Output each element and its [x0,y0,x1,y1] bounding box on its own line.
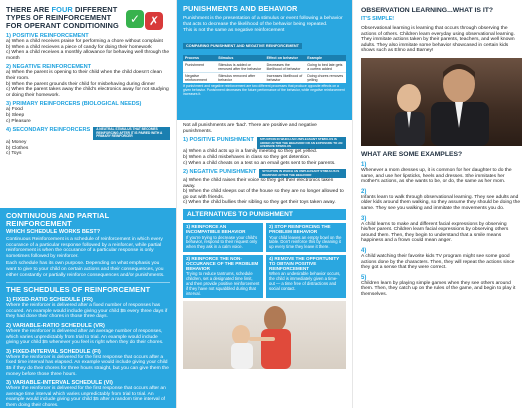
alternative-text: Your child leaves an empty bowl on the table. Don't reinforce this by cleaning it up every time they leave it there. [269,234,342,250]
text-variable-ratio: Where the reinforcer is delivered after an average number of responses, which varies unpredictably from trial to trial. An example would include giving your child $5 whenever you feel is right when they do their chores. [6,328,164,346]
example-number: 1) [361,161,367,168]
positive-punishment-row [183,137,346,149]
example-text: A child learns to make and different facial expressions by observing his/her parent. Children learn facial expressions by observing others around them. Then, they begin to understand that a smile means happiness and a frown could mean anger. [361,221,509,244]
table-cell: Doing chores removes yelling [305,72,346,83]
heading-variable-interval: 3) VARIABLE-INTERVAL SCHEDULE (VI) [6,380,113,387]
alternative-card [266,255,346,298]
negative-punishment-row [183,169,346,178]
table-cell: Negative reinforcement [183,72,216,83]
punishment-types [177,120,352,209]
schedules-panel [0,208,176,408]
table-header: Process [183,55,216,62]
column-punishment [176,0,352,408]
table-row [183,61,346,72]
heading-primary-reinforcers: 3) PRIMARY REINFORCERS (BIOLOGICAL NEEDS) [6,101,142,108]
example-text: Whenever a mom dresses up, it is common for her daughter to do the same, and use her lipsticks, heels and dresses. She immitates her mother's actions, as she wants to be, or do, the same as her mom. [361,167,512,185]
father-son-illustration [361,58,522,146]
heading-observation-learning: OBSERVATION LEARNING...WHAT IS IT? [361,7,494,14]
alternative-text: Trying to reduce tantrums, schedule children, set a designated time limit, and then provide positive reinforcement if they have not squabbled during that interval. [186,271,260,296]
subheading-simple: IT'S SIMPLE! [361,16,395,22]
text-positive-negative-intro: Not all punishments are 'bad'. There are positive and negative punishments. [183,123,317,134]
mother-child-photo [183,301,346,369]
heading-variable-ratio: 2) VARIABLE-RATIO SCHEDULE (VR) [6,322,105,329]
table-cell: Punishment [183,61,216,72]
heading-punishments: PUNISHMENTS AND BEHAVIOR [183,4,298,13]
alternative-text: When an undesirable behavior occurs, the child is immediately given a time-out — a time free of distractions and social contact. [269,271,341,291]
alternative-title: 4) REMOVE THE OPPORTUNITY TO OBTAIN POSITIVE REINFORCEMENT [269,255,340,271]
table-cell: Stimulus removed after behavior [216,72,264,83]
heading-schedules: THE SCHEDULES OF REINFORCEMENT [6,282,170,294]
alternative-card [183,255,263,298]
heading-fixed-interval: 3) FIXED-INTERVAL SCHEDULE (FI) [6,348,101,355]
example-text: Children learn by playing simple games when they see others around them. Then, they catch up on the rules of the game, and begin to play it themselves. [361,280,516,297]
secondary-reinforcers-row [6,124,170,140]
positive-punishment-note: SITUATION IN WHICH AN UNPLEASANT STIMULUS IS ADDED AFTER THE BEHAVIOR OR AN EXPOSURE TO AN AVERSIVE STIMULUS [257,137,346,149]
text-positive-reinforcement: a) When a child receives praise for performing a chore without complaint b) When a child recieves a piece of candy for doing their homework c) When a child receives a monthly allowance for behaving well through the month [6,39,170,61]
comparison-table [183,55,346,83]
alternative-card [266,223,346,252]
text-continuous-partial: Continuous Reinforcement is a schedule of reinforcement in which every occurance of a particular response followed by a reinforcer, while partial reinforcement is when the occurance of a particular response is only sometimes followed by reinforcer. [6,237,163,259]
text-fixed-ratio: Where the reinforcer is delivered after a fixed number of responses has occured. An example would include giving your child $5 every three days if they had done their chores in those three days. [6,303,168,320]
text-secondary-reinforcers: a) Money b) Clothes c) Toys [6,139,29,157]
mother-child-illustration [183,301,346,369]
negative-punishment-note: SITUATION IN WHICH AN UNPLEASANT STIMULUS IS REMOVED AFTER THE BEHAVIOR [259,169,346,178]
heading-alternatives: ALTERNATIVES TO PUNISHMENT [183,209,346,220]
thumbs-up-icon: ✓ [126,10,144,28]
example-number: 3) [361,215,367,222]
father-son-photo [361,58,522,146]
heading-fixed-ratio: 1) FIXED-RATIO SCHEDULE (FR) [6,297,93,304]
table-header: Example [305,55,346,62]
heading-examples: WHAT ARE SOME EXAMPLES? [361,150,463,158]
heading-secondary-reinforcers: 4) SECONDARY REINFORCERS [6,127,91,134]
heading-negative-reinforcement: 2) NEGATIVE REINFORCEMENT [6,64,92,71]
secondary-reinforcers-note: A NEUTRAL STIMULUS THAT BECOMES REINFORCING AFTER IT IS PAIRED WITH A PRIMARY REINFORCER [93,127,170,140]
column-observation [352,0,528,408]
text-primary-reinforcers: a) Food b) Sleep c) Pleasure [6,107,31,124]
column-reinforcement [0,0,176,408]
table-row [183,72,346,83]
table-note: If punishment and negative reinforcement are two different processes that produce opposite effects on a given behavior. Punishment decreases the future performance of the behavior, while negative reinforcement increases it. [183,83,345,96]
heading-positive-reinforcement: 1) POSITIVE REINFORCEMENT [6,33,89,39]
table-caption: COMPARING PUNISHMENT AND NEGATIVE REINFORCEMENT [183,43,302,49]
heading-positive-punishment: 1) POSITIVE PUNISHMENT [183,137,254,144]
alternative-text: If you're trying to decrease your child's behavior, respond to their request only when they ask in a calm voice. [186,234,258,250]
table-cell: Increases likelihood of behavior [265,72,306,83]
text-not-negative-reinforcement: This is not the same as negative reinforcement [183,28,285,34]
text-fixed-interval: Where the reinforcer is delivered for the first response that occurs after a fixed time interval has elapsed. An example would include giving your child $5 if they do their chores for three hours straight, but you can give them the money before those three hours. [6,354,169,377]
title-highlight: FOUR [51,5,73,14]
example-number: 5) [361,274,367,281]
text-variable-interval: Where the reinforcer is delivered for the first response that occurs after an average time interval which varies unpredictably from trial to trial. An example would include giving your child $5 after a random time interval of them doing their chores. [6,386,166,408]
text-punishment-definition: Punishment is the presentation of a stimulus or event following a behavior that acts to decrease the likelihood of the behavior being repeated. [183,16,343,27]
example-number: 4) [361,247,367,254]
text-negative-punishment: a) When the child raises their voice so they get their electronics taken away. b) When the child sleeps out of the house so they are no longer allowed to go out with friends. c) When the child bullies their sibling so they get their toys taken away. [183,178,344,206]
example-text: Infants learn to walk through observational learning. They see adults and older kids around them walking, so they assume they should be doing the same. They see you walking and immitate the movements you do. [361,194,521,211]
table-cell: Decreases the likelihood of behavior [265,61,306,72]
text-positive-punishment: a) When a child acts up in a family meeting so they get yelled. b) When a child misbehaves in class so they get detention. c) When a child cheats on a test so an email gets sent to their parents. [183,149,336,166]
alternatives-grid [177,223,352,298]
alternative-title: 1) REINFORCE AN INCOMPATIBLE BEHAVIOR [186,223,246,234]
example-number: 2) [361,188,367,195]
text-schedule-purpose: Each schedule has its own purpose. Depending on what emphasis you want to give to your child on certain actions and their consequences, you either constantly or partially reinforce consequences and/or punishments. [6,261,165,278]
alternative-title: 3) REINFORCE THE NON-OCCURANCE OF THE PROBLEM BEHAVIOR [186,255,259,271]
table-cell: Going to bed late gets a curfew added [305,61,346,72]
text-negative-reinforcement: a) When the parent is opening to their child when the child doesn't clean their room. b) When the parent grounds their child for misbehaving during dinner c) When the parent takes away the child's electronics away for not studying or doing their homework. [6,70,169,98]
thumbs-down-icon: ✗ [145,12,163,30]
table-cell: Stimulus is added or removed after the behavior [216,61,264,72]
table-header: Stimulus [216,55,264,62]
punishment-intro-band [177,0,352,120]
subheading-which-schedule: WHICH SCHEDULE WORKS BEST? [6,229,101,235]
heading-negative-punishment: 2) NEGATIVE PUNISHMENT [183,169,257,176]
text-observation-definition: Observational learning is learning that occurs through observing the actions of others. Children learn everyday using observational learning. They immitate actions taken by their parents, teachers, and well known adults. They also immitate some behavior showcased in certain kids shows such as Elmo and Barney! [361,26,515,54]
alternative-card [183,223,263,252]
example-text: A child watching their favorite kids TV program might see some good actions done by the characters. Then, they will repeat the actions since they got a sense that they were correct. [361,253,515,271]
heading-continuous-partial: CONTINUOUS AND PARTIAL REINFORCEMENT [6,211,110,228]
page-title-reinforcement: THERE ARE FOUR DIFFERENT TYPES OF REINFORCEMENT FOR OPERANT CONDITIONING [6,5,119,30]
thumbs-icon-group [126,10,164,30]
table-header: Effect on behavior [265,55,306,62]
alternative-title: 2) STOP REINFORCING THE PROBLEM BEHAVIOR [269,223,331,234]
